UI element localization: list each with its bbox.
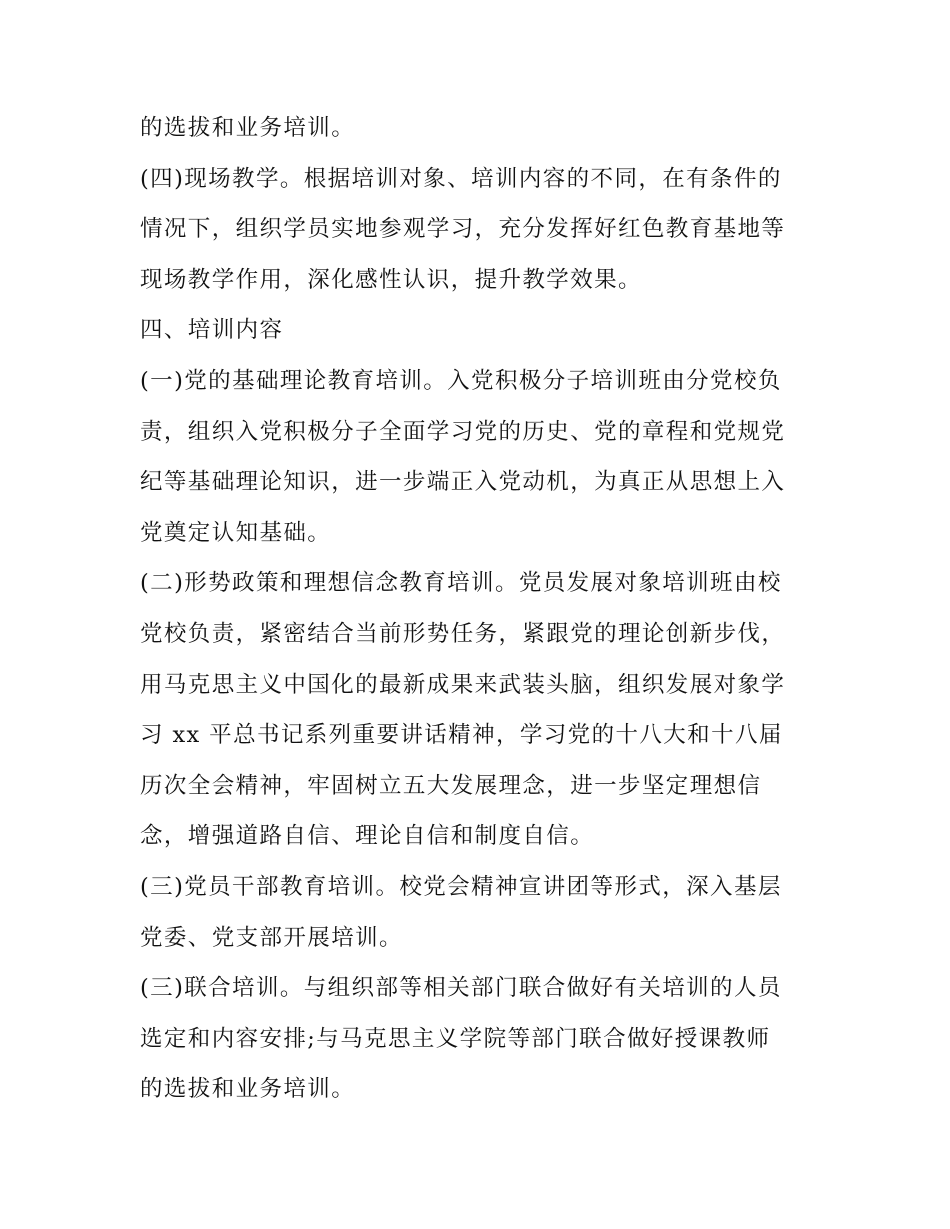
text-line: 历次全会精神，牢固树立五大发展理念，进一步坚定理想信 [140,772,762,799]
text-line: 党校负责，紧密结合当前形势任务，紧跟党的理论创新步伐， [140,620,786,647]
text-line: 念，增强道路自信、理论自信和制度自信。 [140,823,595,850]
text-line: 情况下，组织学员实地参观学习，充分发挥好红色教育基地等 [140,216,786,243]
section-heading: 四、培训内容 [140,317,284,344]
text-line: 党委、党支部开展培训。 [140,924,403,951]
text-line: (四)现场教学。根据培训对象、培训内容的不同，在有条件的 [140,165,782,192]
text-line: 党奠定认知基础。 [140,519,332,546]
text-line: 现场教学作用，深化感性认识，提升教学效果。 [140,266,642,293]
text-line: (二)形势政策和理想信念教育培训。党员发展对象培训班由校 [140,570,782,597]
text-line: 选定和内容安排;与马克思主义学院等部门联合做好授课教师 [140,1025,771,1052]
text-line: 的选拔和业务培训。 [140,115,356,141]
text-line: 的选拔和业务培训。 [140,1076,356,1103]
text-line: 习 xx 平总书记系列重要讲话精神，学习党的十八大和十八届 [140,722,783,749]
text-line: 纪等基础理论知识，进一步端正入党动机，为真正从思想上入 [140,469,786,496]
text-line: 用马克思主义中国化的最新成果来武装头脑，组织发展对象学 [140,671,786,698]
document-body [140,103,820,1115]
text-line: 责，组织入党积极分子全面学习党的历史、党的章程和党规党 [140,418,786,445]
text-line: (一)党的基础理论教育培训。入党积极分子培训班由分党校负 [140,367,782,394]
text-line: (三)联合培训。与组织部等相关部门联合做好有关培训的人员 [140,975,782,1002]
text-line: (三)党员干部教育培训。校党会精神宣讲团等形式，深入基层 [140,873,782,900]
